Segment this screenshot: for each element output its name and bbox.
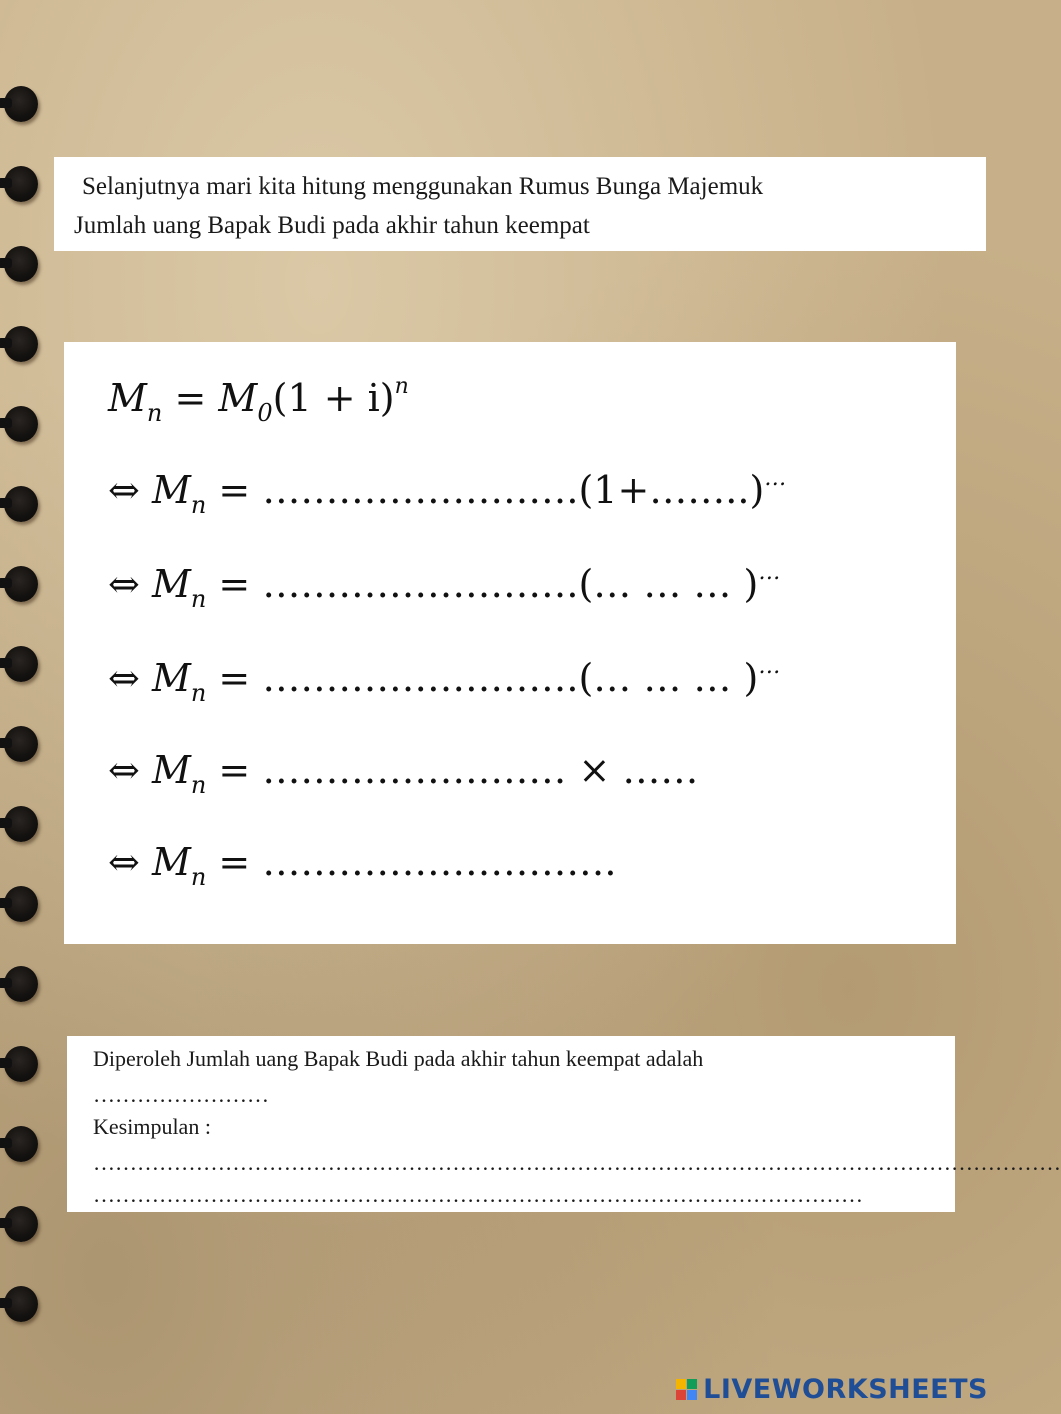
formula-body: (… … … ) bbox=[578, 562, 759, 606]
result-label: Diperoleh Jumlah uang Bapak Budi pada akhir tahun keempat adalah bbox=[93, 1046, 704, 1071]
formula-equals: = bbox=[218, 562, 251, 606]
formula-lhs: M bbox=[151, 656, 191, 700]
binding-hole bbox=[4, 1206, 38, 1242]
binding-hole bbox=[4, 406, 38, 442]
formula-lhs-subscript: n bbox=[190, 771, 207, 799]
answer-blank[interactable]: ………………………. bbox=[262, 840, 617, 884]
binding-hole bbox=[4, 1046, 38, 1082]
formula-line-4 bbox=[108, 654, 780, 707]
formula-lhs-subscript: n bbox=[190, 679, 207, 707]
intro-line-1: Selanjutnya mari kita hitung menggunakan Rumus Bunga Majemuk bbox=[82, 173, 764, 200]
binding-hole bbox=[4, 246, 38, 282]
binding-hole bbox=[4, 726, 38, 762]
intro-text-box bbox=[54, 157, 986, 251]
binding-hole bbox=[4, 486, 38, 522]
formula-exponent: … bbox=[758, 654, 781, 679]
conclusion-blank-1[interactable]: …………………………………………………………………………………………………………………… bbox=[93, 1150, 1061, 1175]
binding-hole bbox=[4, 966, 38, 1002]
notebook-binding-holes bbox=[0, 0, 60, 1414]
formula-equals: = bbox=[174, 376, 207, 420]
equivalence-arrow-icon: ⇔ bbox=[108, 656, 140, 700]
formula-lhs-subscript: n bbox=[146, 399, 163, 427]
formula-line-6 bbox=[108, 840, 616, 891]
binding-hole bbox=[4, 1286, 38, 1322]
binding-hole bbox=[4, 806, 38, 842]
formula-lhs: M bbox=[151, 840, 191, 884]
binding-hole bbox=[4, 1126, 38, 1162]
conclusion-blank-2[interactable]: …………………………………………………………………………………………… bbox=[93, 1182, 863, 1207]
formula-equals: = bbox=[218, 468, 251, 512]
binding-hole bbox=[4, 166, 38, 202]
formula-lhs: M bbox=[151, 748, 191, 792]
answer-blank[interactable]: ……………………. bbox=[262, 468, 579, 512]
formula-lhs-subscript: n bbox=[190, 491, 207, 519]
formula-line-3 bbox=[108, 560, 780, 613]
formula-line-1 bbox=[108, 374, 409, 427]
formula-lhs: M bbox=[151, 562, 191, 606]
intro-line-2: Jumlah uang Bapak Budi pada akhir tahun keempat bbox=[74, 212, 590, 239]
answer-box bbox=[67, 1036, 1061, 1212]
binding-hole bbox=[4, 886, 38, 922]
conclusion-label: Kesimpulan : bbox=[93, 1114, 211, 1139]
formula-body: (1+……..) bbox=[578, 468, 765, 512]
formula-equals: = bbox=[218, 840, 251, 884]
formula-box bbox=[64, 342, 956, 944]
formula-lhs: M bbox=[108, 376, 147, 420]
binding-hole bbox=[4, 566, 38, 602]
formula-exponent: n bbox=[394, 374, 409, 399]
formula-line-5 bbox=[108, 748, 698, 799]
answer-blank[interactable]: …………………… bbox=[262, 748, 567, 792]
formula-rhs: M bbox=[218, 376, 258, 420]
answer-blank[interactable]: ……………………. bbox=[262, 656, 579, 700]
formula-body: × …… bbox=[578, 748, 699, 792]
binding-hole bbox=[4, 326, 38, 362]
equivalence-arrow-icon: ⇔ bbox=[108, 562, 140, 606]
formula-lhs-subscript: n bbox=[190, 863, 207, 891]
formula-body: (… … … ) bbox=[578, 656, 759, 700]
formula-lhs-subscript: n bbox=[190, 585, 207, 613]
formula-exponent: … bbox=[758, 560, 781, 585]
watermark-text: LIVEWORKSHEETS bbox=[703, 1373, 988, 1405]
equivalence-arrow-icon: ⇔ bbox=[108, 840, 140, 884]
formula-exponent: … bbox=[764, 466, 787, 491]
liveworksheets-watermark bbox=[676, 1372, 988, 1406]
formula-rhs-subscript: 0 bbox=[257, 399, 273, 427]
equivalence-arrow-icon: ⇔ bbox=[108, 468, 140, 512]
equivalence-arrow-icon: ⇔ bbox=[108, 748, 140, 792]
formula-body: (1 + i) bbox=[272, 376, 395, 420]
result-blank[interactable]: …………………… bbox=[93, 1082, 269, 1107]
answer-blank[interactable]: ……………………. bbox=[262, 562, 579, 606]
formula-line-2 bbox=[108, 466, 786, 519]
formula-equals: = bbox=[218, 748, 251, 792]
formula-equals: = bbox=[218, 656, 251, 700]
liveworksheets-logo-icon bbox=[676, 1379, 697, 1400]
binding-hole bbox=[4, 86, 38, 122]
binding-hole bbox=[4, 646, 38, 682]
formula-lhs: M bbox=[151, 468, 191, 512]
